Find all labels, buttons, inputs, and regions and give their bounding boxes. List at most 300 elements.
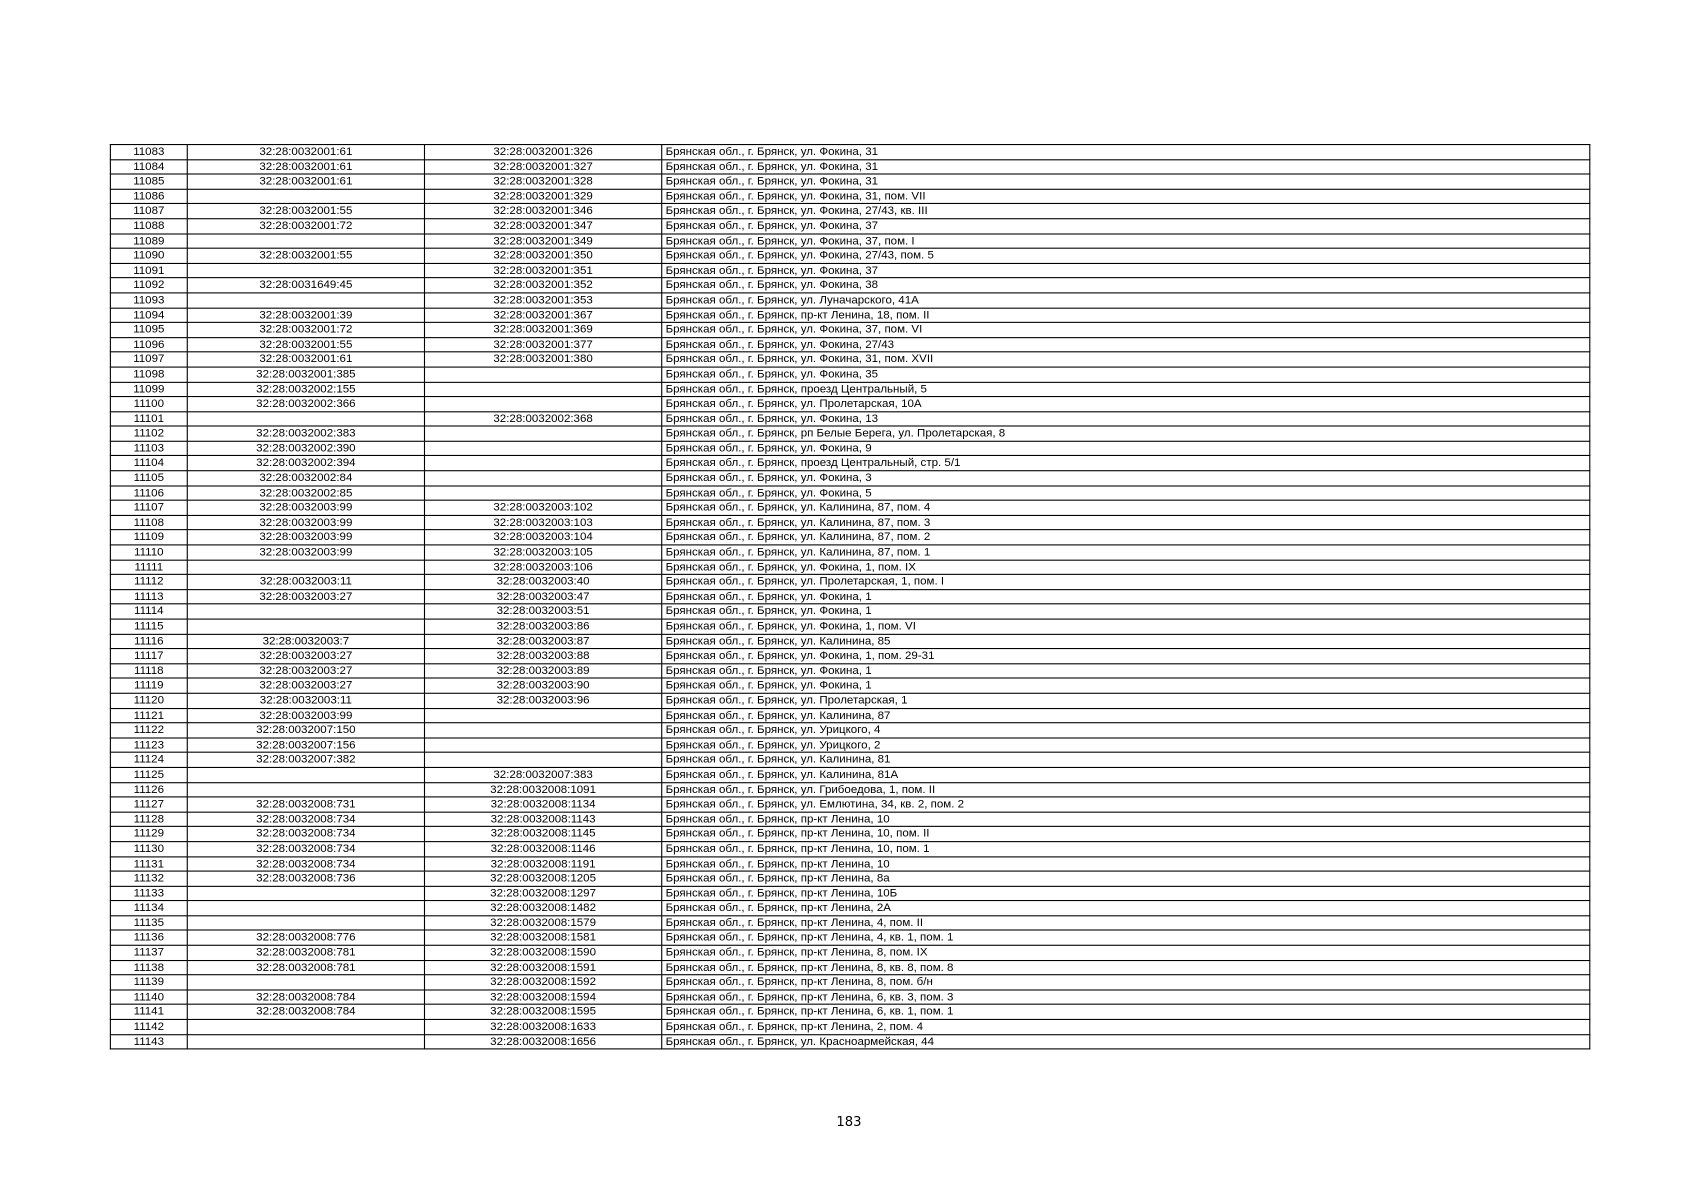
- cadastral-number-cell: [424, 397, 661, 412]
- table-row: [110, 382, 1589, 397]
- parent-cadastral-number-cell: 32:28:0032008:781: [187, 960, 424, 975]
- cadastral-number-cell: [424, 426, 661, 441]
- parent-cadastral-number-cell: 32:28:0032008:784: [187, 990, 424, 1005]
- table-row: [110, 767, 1589, 782]
- cadastral-number-cell: 32:28:0032008:1591: [424, 960, 661, 975]
- address-cell: Брянская обл., г. Брянск, ул. Фокина, 37: [662, 263, 1590, 278]
- row-number-cell: 11141: [110, 1005, 187, 1020]
- address-cell: Брянская обл., г. Брянск, ул. Фокина, 1: [662, 604, 1590, 619]
- parent-cadastral-number-cell: [187, 234, 424, 249]
- table-row: [110, 604, 1589, 619]
- cadastral-number-cell: 32:28:0032008:1145: [424, 827, 661, 842]
- row-number-cell: 11130: [110, 842, 187, 857]
- page-number: 183: [836, 1113, 862, 1130]
- parent-cadastral-number-cell: 32:28:0032003:99: [187, 530, 424, 545]
- row-number-cell: 11134: [110, 901, 187, 916]
- address-cell: Брянская обл., г. Брянск, ул. Грибоедова, 1, пом. II: [662, 782, 1590, 797]
- table-row: [110, 723, 1589, 738]
- row-number-cell: 11132: [110, 871, 187, 886]
- parent-cadastral-number-cell: 32:28:0032001:55: [187, 337, 424, 352]
- address-cell: Брянская обл., г. Брянск, пр-кт Ленина, 4, кв. 1, пом. 1: [662, 931, 1590, 946]
- cadastral-number-cell: [424, 753, 661, 768]
- table-row: [110, 515, 1589, 530]
- address-cell: Брянская обл., г. Брянск, ул. Урицкого, 4: [662, 723, 1590, 738]
- parent-cadastral-number-cell: [187, 619, 424, 634]
- address-cell: Брянская обл., г. Брянск, ул. Фокина, 27/43: [662, 337, 1590, 352]
- cadastral-number-cell: 32:28:0032003:86: [424, 619, 661, 634]
- parent-cadastral-number-cell: 32:28:0032007:156: [187, 738, 424, 753]
- table-row: [110, 234, 1589, 249]
- address-cell: Брянская обл., г. Брянск, пр-кт Ленина, 4, пом. II: [662, 916, 1590, 931]
- cadastral-number-cell: 32:28:0032008:1297: [424, 886, 661, 901]
- row-number-cell: 11136: [110, 931, 187, 946]
- parent-cadastral-number-cell: 32:28:0032002:85: [187, 486, 424, 501]
- row-number-cell: 11127: [110, 797, 187, 812]
- address-cell: Брянская обл., г. Брянск, ул. Калинина, 81А: [662, 767, 1590, 782]
- table-row: [110, 931, 1589, 946]
- row-number-cell: 11107: [110, 500, 187, 515]
- cadastral-number-cell: 32:28:0032003:51: [424, 604, 661, 619]
- table-row: [110, 797, 1589, 812]
- cadastral-number-cell: 32:28:0032001:351: [424, 263, 661, 278]
- address-cell: Брянская обл., г. Брянск, проезд Центральный, 5: [662, 382, 1590, 397]
- parent-cadastral-number-cell: 32:28:0032008:784: [187, 1005, 424, 1020]
- parent-cadastral-number-cell: [187, 901, 424, 916]
- table-row: [110, 293, 1589, 308]
- row-number-cell: 11131: [110, 856, 187, 871]
- address-cell: Брянская обл., г. Брянск, ул. Пролетарская, 10А: [662, 397, 1590, 412]
- row-number-cell: 11110: [110, 545, 187, 560]
- table-row: [110, 753, 1589, 768]
- row-number-cell: 11113: [110, 589, 187, 604]
- parent-cadastral-number-cell: 32:28:0032002:155: [187, 382, 424, 397]
- address-cell: Брянская обл., г. Брянск, пр-кт Ленина, 10: [662, 856, 1590, 871]
- row-number-cell: 11087: [110, 204, 187, 219]
- row-number-cell: 11093: [110, 293, 187, 308]
- table-row: [110, 871, 1589, 886]
- registry-table: [110, 144, 1591, 1050]
- cadastral-number-cell: 32:28:0032003:88: [424, 649, 661, 664]
- row-number-cell: 11115: [110, 619, 187, 634]
- table-row: [110, 530, 1589, 545]
- address-cell: Брянская обл., г. Брянск, ул. Красноармейская, 44: [662, 1034, 1590, 1049]
- address-cell: Брянская обл., г. Брянск, ул. Фокина, 37: [662, 219, 1590, 234]
- table-row: [110, 145, 1589, 160]
- parent-cadastral-number-cell: 32:28:0032008:734: [187, 827, 424, 842]
- address-cell: Брянская обл., г. Брянск, ул. Калинина, 87: [662, 708, 1590, 723]
- table-row: [110, 1034, 1589, 1049]
- table-row: [110, 500, 1589, 515]
- table-row: [110, 456, 1589, 471]
- table-row: [110, 634, 1589, 649]
- cadastral-number-cell: 32:28:0032001:380: [424, 352, 661, 367]
- address-cell: Брянская обл., г. Брянск, ул. Фокина, 37, пом. VI: [662, 322, 1590, 337]
- table-row: [110, 827, 1589, 842]
- address-cell: Брянская обл., г. Брянск, пр-кт Ленина, 8, кв. 8, пом. 8: [662, 960, 1590, 975]
- cadastral-number-cell: [424, 471, 661, 486]
- row-number-cell: 11139: [110, 975, 187, 990]
- address-cell: Брянская обл., г. Брянск, ул. Фокина, 27/43, пом. 5: [662, 248, 1590, 263]
- parent-cadastral-number-cell: 32:28:0032008:734: [187, 842, 424, 857]
- table-body: [110, 145, 1589, 1050]
- address-cell: Брянская обл., г. Брянск, ул. Фокина, 1, пом. VI: [662, 619, 1590, 634]
- cadastral-number-cell: 32:28:0032008:1590: [424, 945, 661, 960]
- table-row: [110, 278, 1589, 293]
- table-row: [110, 856, 1589, 871]
- table-row: [110, 545, 1589, 560]
- cadastral-number-cell: 32:28:0032008:1146: [424, 842, 661, 857]
- address-cell: Брянская обл., г. Брянск, ул. Калинина, 87, пом. 3: [662, 515, 1590, 530]
- table-row: [110, 619, 1589, 634]
- table-row: [110, 441, 1589, 456]
- table-row: [110, 397, 1589, 412]
- address-cell: Брянская обл., г. Брянск, ул. Урицкого, 2: [662, 738, 1590, 753]
- parent-cadastral-number-cell: 32:28:0032002:383: [187, 426, 424, 441]
- table-row: [110, 738, 1589, 753]
- address-cell: Брянская обл., г. Брянск, ул. Фокина, 3: [662, 471, 1590, 486]
- cadastral-number-cell: 32:28:0032003:96: [424, 693, 661, 708]
- parent-cadastral-number-cell: 32:28:0032003:99: [187, 545, 424, 560]
- row-number-cell: 11102: [110, 426, 187, 441]
- cadastral-number-cell: 32:28:0032001:326: [424, 145, 661, 160]
- row-number-cell: 11095: [110, 322, 187, 337]
- address-cell: Брянская обл., г. Брянск, ул. Фокина, 38: [662, 278, 1590, 293]
- table-row: [110, 367, 1589, 382]
- row-number-cell: 11094: [110, 308, 187, 323]
- cadastral-number-cell: 32:28:0032008:1091: [424, 782, 661, 797]
- address-cell: Брянская обл., г. Брянск, ул. Фокина, 1: [662, 678, 1590, 693]
- cadastral-number-cell: [424, 723, 661, 738]
- table-row: [110, 812, 1589, 827]
- table-row: [110, 263, 1589, 278]
- cadastral-number-cell: 32:28:0032008:1205: [424, 871, 661, 886]
- address-cell: Брянская обл., г. Брянск, ул. Фокина, 31: [662, 159, 1590, 174]
- parent-cadastral-number-cell: 32:28:0032002:390: [187, 441, 424, 456]
- table-row: [110, 575, 1589, 590]
- row-number-cell: 11108: [110, 515, 187, 530]
- parent-cadastral-number-cell: [187, 293, 424, 308]
- table-row: [110, 678, 1589, 693]
- row-number-cell: 11088: [110, 219, 187, 234]
- parent-cadastral-number-cell: 32:28:0032001:55: [187, 248, 424, 263]
- row-number-cell: 11104: [110, 456, 187, 471]
- parent-cadastral-number-cell: 32:28:0032001:61: [187, 352, 424, 367]
- address-cell: Брянская обл., г. Брянск, ул. Фокина, 31, пом. XVII: [662, 352, 1590, 367]
- parent-cadastral-number-cell: 32:28:0032007:382: [187, 753, 424, 768]
- cadastral-number-cell: [424, 738, 661, 753]
- table-row: [110, 901, 1589, 916]
- row-number-cell: 11111: [110, 560, 187, 575]
- cadastral-number-cell: 32:28:0032003:106: [424, 560, 661, 575]
- parent-cadastral-number-cell: 32:28:0032001:39: [187, 308, 424, 323]
- table-row: [110, 990, 1589, 1005]
- parent-cadastral-number-cell: 32:28:0032003:27: [187, 589, 424, 604]
- cadastral-number-cell: [424, 456, 661, 471]
- cadastral-number-cell: 32:28:0032003:47: [424, 589, 661, 604]
- address-cell: Брянская обл., г. Брянск, пр-кт Ленина, 2, пом. 4: [662, 1019, 1590, 1034]
- parent-cadastral-number-cell: 32:28:0032007:150: [187, 723, 424, 738]
- cadastral-number-cell: 32:28:0032001:327: [424, 159, 661, 174]
- parent-cadastral-number-cell: [187, 916, 424, 931]
- cadastral-number-cell: 32:28:0032008:1482: [424, 901, 661, 916]
- cadastral-number-cell: 32:28:0032002:368: [424, 411, 661, 426]
- cadastral-number-cell: 32:28:0032003:87: [424, 634, 661, 649]
- address-cell: Брянская обл., г. Брянск, ул. Калинина, 85: [662, 634, 1590, 649]
- cadastral-number-cell: [424, 486, 661, 501]
- cadastral-number-cell: 32:28:0032003:89: [424, 664, 661, 679]
- table-row: [110, 219, 1589, 234]
- address-cell: Брянская обл., г. Брянск, пр-кт Ленина, 10: [662, 812, 1590, 827]
- parent-cadastral-number-cell: 32:28:0032001:72: [187, 219, 424, 234]
- parent-cadastral-number-cell: 32:28:0032001:61: [187, 174, 424, 189]
- address-cell: Брянская обл., г. Брянск, ул. Калинина, 87, пом. 2: [662, 530, 1590, 545]
- cadastral-number-cell: 32:28:0032001:369: [424, 322, 661, 337]
- parent-cadastral-number-cell: [187, 782, 424, 797]
- address-cell: Брянская обл., г. Брянск, ул. Фокина, 31: [662, 145, 1590, 160]
- parent-cadastral-number-cell: [187, 263, 424, 278]
- cadastral-number-cell: [424, 708, 661, 723]
- address-cell: Брянская обл., г. Брянск, ул. Калинина, 87, пом. 4: [662, 500, 1590, 515]
- parent-cadastral-number-cell: 32:28:0032003:99: [187, 500, 424, 515]
- parent-cadastral-number-cell: 32:28:0032003:11: [187, 693, 424, 708]
- address-cell: Брянская обл., г. Брянск, пр-кт Ленина, 8, пом. б/н: [662, 975, 1590, 990]
- cadastral-number-cell: 32:28:0032008:1595: [424, 1005, 661, 1020]
- row-number-cell: 11128: [110, 812, 187, 827]
- cadastral-number-cell: 32:28:0032001:349: [424, 234, 661, 249]
- row-number-cell: 11116: [110, 634, 187, 649]
- row-number-cell: 11142: [110, 1019, 187, 1034]
- parent-cadastral-number-cell: 32:28:0032003:27: [187, 664, 424, 679]
- row-number-cell: 11086: [110, 189, 187, 204]
- row-number-cell: 11137: [110, 945, 187, 960]
- parent-cadastral-number-cell: 32:28:0032003:11: [187, 575, 424, 590]
- address-cell: Брянская обл., г. Брянск, ул. Фокина, 1, пом. 29-31: [662, 649, 1590, 664]
- row-number-cell: 11085: [110, 174, 187, 189]
- parent-cadastral-number-cell: 32:28:0032003:99: [187, 515, 424, 530]
- address-cell: Брянская обл., г. Брянск, ул. Фокина, 9: [662, 441, 1590, 456]
- row-number-cell: 11126: [110, 782, 187, 797]
- table-row: [110, 782, 1589, 797]
- address-cell: Брянская обл., г. Брянск, ул. Фокина, 31, пом. VII: [662, 189, 1590, 204]
- cadastral-number-cell: 32:28:0032001:347: [424, 219, 661, 234]
- parent-cadastral-number-cell: 32:28:0032008:736: [187, 871, 424, 886]
- parent-cadastral-number-cell: 32:28:0032008:781: [187, 945, 424, 960]
- table-row: [110, 411, 1589, 426]
- address-cell: Брянская обл., г. Брянск, ул. Пролетарская, 1: [662, 693, 1590, 708]
- address-cell: Брянская обл., г. Брянск, пр-кт Ленина, 10, пом. 1: [662, 842, 1590, 857]
- row-number-cell: 11084: [110, 159, 187, 174]
- table-row: [110, 842, 1589, 857]
- row-number-cell: 11090: [110, 248, 187, 263]
- parent-cadastral-number-cell: 32:28:0032001:55: [187, 204, 424, 219]
- row-number-cell: 11143: [110, 1034, 187, 1049]
- table-row: [110, 1019, 1589, 1034]
- parent-cadastral-number-cell: [187, 767, 424, 782]
- row-number-cell: 11138: [110, 960, 187, 975]
- table-row: [110, 486, 1589, 501]
- parent-cadastral-number-cell: [187, 1019, 424, 1034]
- table-row: [110, 189, 1589, 204]
- address-cell: Брянская обл., г. Брянск, проезд Центральный, стр. 5/1: [662, 456, 1590, 471]
- row-number-cell: 11117: [110, 649, 187, 664]
- address-cell: Брянская обл., г. Брянск, ул. Фокина, 27/43, кв. III: [662, 204, 1590, 219]
- row-number-cell: 11120: [110, 693, 187, 708]
- row-number-cell: 11118: [110, 664, 187, 679]
- row-number-cell: 11119: [110, 678, 187, 693]
- cadastral-number-cell: 32:28:0032008:1592: [424, 975, 661, 990]
- address-cell: Брянская обл., г. Брянск, пр-кт Ленина, 18, пом. II: [662, 308, 1590, 323]
- cadastral-number-cell: 32:28:0032008:1134: [424, 797, 661, 812]
- parent-cadastral-number-cell: 32:28:0032008:776: [187, 931, 424, 946]
- parent-cadastral-number-cell: 32:28:0032003:99: [187, 708, 424, 723]
- cadastral-number-cell: 32:28:0032008:1656: [424, 1034, 661, 1049]
- parent-cadastral-number-cell: [187, 560, 424, 575]
- cadastral-number-cell: 32:28:0032001:377: [424, 337, 661, 352]
- parent-cadastral-number-cell: 32:28:0032001:61: [187, 159, 424, 174]
- parent-cadastral-number-cell: [187, 1034, 424, 1049]
- table-row: [110, 960, 1589, 975]
- row-number-cell: 11129: [110, 827, 187, 842]
- parent-cadastral-number-cell: 32:28:0032002:394: [187, 456, 424, 471]
- parent-cadastral-number-cell: 32:28:0032003:27: [187, 678, 424, 693]
- cadastral-number-cell: 32:28:0032003:105: [424, 545, 661, 560]
- address-cell: Брянская обл., г. Брянск, ул. Емлютина, 34, кв. 2, пом. 2: [662, 797, 1590, 812]
- table-row: [110, 664, 1589, 679]
- row-number-cell: 11105: [110, 471, 187, 486]
- parent-cadastral-number-cell: 32:28:0032008:731: [187, 797, 424, 812]
- table-row: [110, 886, 1589, 901]
- table-row: [110, 248, 1589, 263]
- address-cell: Брянская обл., г. Брянск, ул. Фокина, 13: [662, 411, 1590, 426]
- address-cell: Брянская обл., г. Брянск, ул. Луначарского, 41А: [662, 293, 1590, 308]
- parent-cadastral-number-cell: 32:28:0032008:734: [187, 812, 424, 827]
- row-number-cell: 11140: [110, 990, 187, 1005]
- table-row: [110, 649, 1589, 664]
- cadastral-number-cell: 32:28:0032001:352: [424, 278, 661, 293]
- row-number-cell: 11096: [110, 337, 187, 352]
- address-cell: Брянская обл., г. Брянск, пр-кт Ленина, 8, пом. IX: [662, 945, 1590, 960]
- parent-cadastral-number-cell: 32:28:0031649:45: [187, 278, 424, 293]
- address-cell: Брянская обл., г. Брянск, ул. Фокина, 35: [662, 367, 1590, 382]
- row-number-cell: 11125: [110, 767, 187, 782]
- cadastral-number-cell: 32:28:0032003:90: [424, 678, 661, 693]
- row-number-cell: 11099: [110, 382, 187, 397]
- table-row: [110, 322, 1589, 337]
- parent-cadastral-number-cell: [187, 886, 424, 901]
- cadastral-number-cell: 32:28:0032008:1581: [424, 931, 661, 946]
- cadastral-number-cell: 32:28:0032001:367: [424, 308, 661, 323]
- parent-cadastral-number-cell: [187, 975, 424, 990]
- cadastral-number-cell: 32:28:0032003:102: [424, 500, 661, 515]
- cadastral-number-cell: 32:28:0032001:329: [424, 189, 661, 204]
- row-number-cell: 11112: [110, 575, 187, 590]
- table-row: [110, 352, 1589, 367]
- cadastral-number-cell: 32:28:0032008:1143: [424, 812, 661, 827]
- address-cell: Брянская обл., г. Брянск, рп Белые Берега, ул. Пролетарская, 8: [662, 426, 1590, 441]
- parent-cadastral-number-cell: 32:28:0032008:734: [187, 856, 424, 871]
- address-cell: Брянская обл., г. Брянск, ул. Фокина, 5: [662, 486, 1590, 501]
- row-number-cell: 11114: [110, 604, 187, 619]
- parent-cadastral-number-cell: 32:28:0032003:7: [187, 634, 424, 649]
- row-number-cell: 11083: [110, 145, 187, 160]
- parent-cadastral-number-cell: 32:28:0032002:84: [187, 471, 424, 486]
- table-row: [110, 174, 1589, 189]
- address-cell: Брянская обл., г. Брянск, ул. Фокина, 37, пом. I: [662, 234, 1590, 249]
- row-number-cell: 11121: [110, 708, 187, 723]
- table-row: [110, 560, 1589, 575]
- cadastral-number-cell: 32:28:0032001:346: [424, 204, 661, 219]
- parent-cadastral-number-cell: 32:28:0032001:385: [187, 367, 424, 382]
- table-row: [110, 975, 1589, 990]
- row-number-cell: 11100: [110, 397, 187, 412]
- row-number-cell: 11098: [110, 367, 187, 382]
- table-row: [110, 693, 1589, 708]
- row-number-cell: 11089: [110, 234, 187, 249]
- address-cell: Брянская обл., г. Брянск, пр-кт Ленина, 8а: [662, 871, 1590, 886]
- row-number-cell: 11101: [110, 411, 187, 426]
- address-cell: Брянская обл., г. Брянск, пр-кт Ленина, 2А: [662, 901, 1590, 916]
- parent-cadastral-number-cell: [187, 189, 424, 204]
- address-cell: Брянская обл., г. Брянск, пр-кт Ленина, 6, кв. 3, пом. 3: [662, 990, 1590, 1005]
- cadastral-number-cell: 32:28:0032003:103: [424, 515, 661, 530]
- table-row: [110, 589, 1589, 604]
- cadastral-number-cell: 32:28:0032001:353: [424, 293, 661, 308]
- cadastral-number-cell: 32:28:0032008:1633: [424, 1019, 661, 1034]
- cadastral-number-cell: 32:28:0032003:104: [424, 530, 661, 545]
- parent-cadastral-number-cell: 32:28:0032002:366: [187, 397, 424, 412]
- cadastral-number-cell: 32:28:0032008:1594: [424, 990, 661, 1005]
- parent-cadastral-number-cell: 32:28:0032003:27: [187, 649, 424, 664]
- cadastral-number-cell: [424, 367, 661, 382]
- cadastral-number-cell: [424, 382, 661, 397]
- parent-cadastral-number-cell: [187, 604, 424, 619]
- row-number-cell: 11092: [110, 278, 187, 293]
- row-number-cell: 11097: [110, 352, 187, 367]
- row-number-cell: 11133: [110, 886, 187, 901]
- address-cell: Брянская обл., г. Брянск, ул. Фокина, 1: [662, 589, 1590, 604]
- row-number-cell: 11124: [110, 753, 187, 768]
- cadastral-number-cell: 32:28:0032008:1191: [424, 856, 661, 871]
- cadastral-number-cell: 32:28:0032001:328: [424, 174, 661, 189]
- address-cell: Брянская обл., г. Брянск, пр-кт Ленина, 6, кв. 1, пом. 1: [662, 1005, 1590, 1020]
- parent-cadastral-number-cell: 32:28:0032001:72: [187, 322, 424, 337]
- cadastral-number-cell: 32:28:0032007:383: [424, 767, 661, 782]
- row-number-cell: 11106: [110, 486, 187, 501]
- address-cell: Брянская обл., г. Брянск, ул. Калинина, 87, пом. 1: [662, 545, 1590, 560]
- cadastral-number-cell: 32:28:0032001:350: [424, 248, 661, 263]
- address-cell: Брянская обл., г. Брянск, пр-кт Ленина, 10Б: [662, 886, 1590, 901]
- row-number-cell: 11103: [110, 441, 187, 456]
- address-cell: Брянская обл., г. Брянск, ул. Фокина, 1, пом. IX: [662, 560, 1590, 575]
- table-row: [110, 204, 1589, 219]
- cadastral-number-cell: 32:28:0032008:1579: [424, 916, 661, 931]
- address-cell: Брянская обл., г. Брянск, пр-кт Ленина, 10, пом. II: [662, 827, 1590, 842]
- table-row: [110, 471, 1589, 486]
- cadastral-number-cell: 32:28:0032003:40: [424, 575, 661, 590]
- parent-cadastral-number-cell: [187, 411, 424, 426]
- table-row: [110, 945, 1589, 960]
- table-row: [110, 916, 1589, 931]
- row-number-cell: 11135: [110, 916, 187, 931]
- address-cell: Брянская обл., г. Брянск, ул. Пролетарская, 1, пом. I: [662, 575, 1590, 590]
- address-cell: Брянская обл., г. Брянск, ул. Фокина, 1: [662, 664, 1590, 679]
- table-row: [110, 1005, 1589, 1020]
- table-row: [110, 708, 1589, 723]
- row-number-cell: 11122: [110, 723, 187, 738]
- table-row: [110, 308, 1589, 323]
- row-number-cell: 11109: [110, 530, 187, 545]
- table-row: [110, 426, 1589, 441]
